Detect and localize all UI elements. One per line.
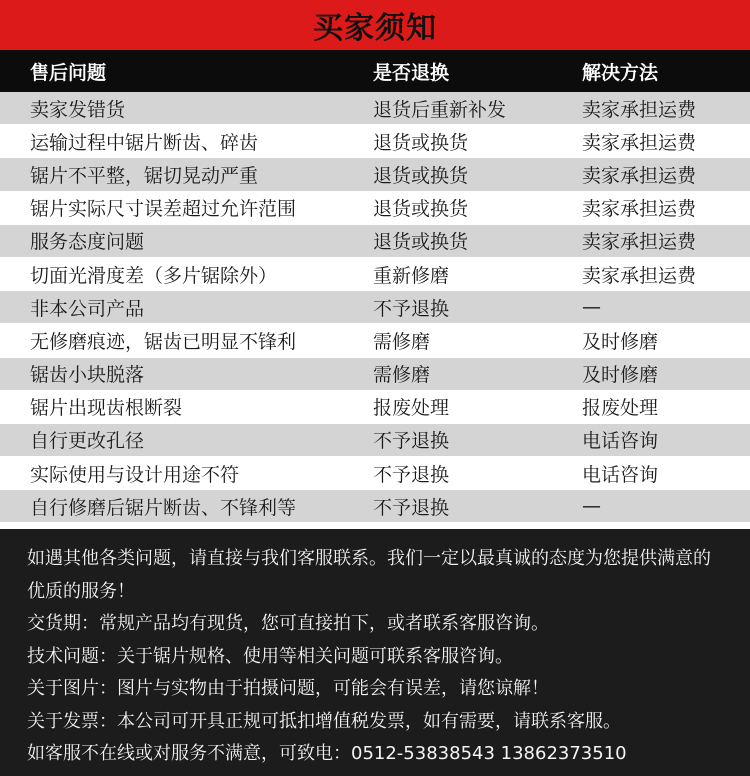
cell-issue: 运输过程中锯片断齿、碎齿 [30, 131, 259, 154]
cell-solution: — [582, 296, 601, 319]
cell-solution: — [582, 495, 601, 518]
table-row [0, 192, 750, 225]
cell-return: 需修磨 [373, 330, 431, 353]
header-issue: 售后问题 [30, 61, 107, 84]
note-line: 关于图片：图片与实物由于拍摄问题，可能会有误差，请您谅解！ [27, 678, 549, 699]
table-row [0, 125, 750, 158]
table-row [0, 358, 750, 391]
cell-issue: 非本公司产品 [30, 297, 145, 320]
header-solution: 解决方法 [582, 61, 659, 84]
cell-solution: 卖家承担运费 [582, 164, 697, 187]
note-line: 如客服不在线或对服务不满意，可致电：0512-53838543 13862373510 [27, 743, 627, 764]
cell-return: 不予退换 [373, 496, 450, 519]
cell-solution: 卖家承担运费 [582, 198, 697, 221]
cell-return: 不予退换 [373, 297, 450, 320]
cell-issue: 自行更改孔径 [30, 430, 145, 453]
cell-solution: 卖家承担运费 [582, 131, 697, 154]
cell-issue: 锯片出现齿根断裂 [30, 397, 183, 420]
cell-issue: 无修磨痕迹，锯齿已明显不锋利 [30, 330, 297, 353]
table-row [0, 457, 750, 490]
note-line: 交货期：常规产品均有现货，您可直接拍下，或者联系客服咨询。 [27, 613, 549, 634]
table-header-row [0, 50, 750, 92]
header-return: 是否退换 [373, 61, 450, 84]
page-title: 买家须知 [313, 11, 437, 46]
table-row [0, 424, 750, 457]
cell-return: 需修磨 [373, 364, 431, 387]
cell-return: 退货或换货 [373, 231, 469, 254]
table-row [0, 490, 750, 523]
cell-issue: 锯片实际尺寸误差超过允许范围 [30, 198, 297, 221]
cell-issue: 锯齿小块脱落 [30, 364, 145, 387]
cell-issue: 锯片不平整，锯切晃动严重 [30, 164, 259, 187]
table-row [0, 324, 750, 357]
cell-solution: 及时修磨 [582, 330, 659, 353]
cell-solution: 及时修磨 [582, 364, 659, 387]
note-line: 如遇其他各类问题，请直接与我们客服联系。我们一定以最真诚的态度为您提供满意的优质的服务！ [27, 548, 711, 602]
title-banner [0, 0, 750, 50]
cell-return: 报废处理 [373, 397, 450, 420]
cell-solution: 卖家承担运费 [582, 98, 697, 121]
cell-return: 不予退换 [373, 463, 450, 486]
cell-return: 退货后重新补发 [373, 98, 507, 121]
cell-issue: 卖家发错货 [30, 98, 126, 121]
cell-solution: 电话咨询 [582, 463, 659, 486]
cell-return: 退货或换货 [373, 198, 469, 221]
cell-issue: 实际使用与设计用途不符 [30, 463, 240, 486]
note-line: 技术问题：关于锯片规格、使用等相关问题可联系客服咨询。 [27, 645, 513, 667]
table-row [0, 258, 750, 291]
table-row [0, 92, 750, 125]
after-sales-table [0, 50, 750, 523]
table-row [0, 291, 750, 324]
note-line: 关于发票：本公司可开具正规可抵扣增值税发票，如有需要，请联系客服。 [27, 710, 621, 732]
cell-issue: 服务态度问题 [30, 231, 145, 254]
cell-solution: 报废处理 [582, 397, 659, 420]
notes-panel [0, 529, 750, 776]
cell-solution: 电话咨询 [582, 430, 659, 453]
cell-return: 重新修磨 [373, 264, 450, 287]
cell-return: 退货或换货 [373, 164, 469, 187]
cell-solution: 卖家承担运费 [582, 264, 697, 287]
table-row [0, 391, 750, 424]
cell-issue: 自行修磨后锯片断齿、不锋利等 [30, 496, 297, 519]
cell-issue: 切面光滑度差（多片锯除外） [30, 264, 278, 287]
table-row [0, 225, 750, 258]
cell-return: 退货或换货 [373, 131, 469, 154]
cell-solution: 卖家承担运费 [582, 231, 697, 254]
table-row [0, 158, 750, 191]
cell-return: 不予退换 [373, 430, 450, 453]
